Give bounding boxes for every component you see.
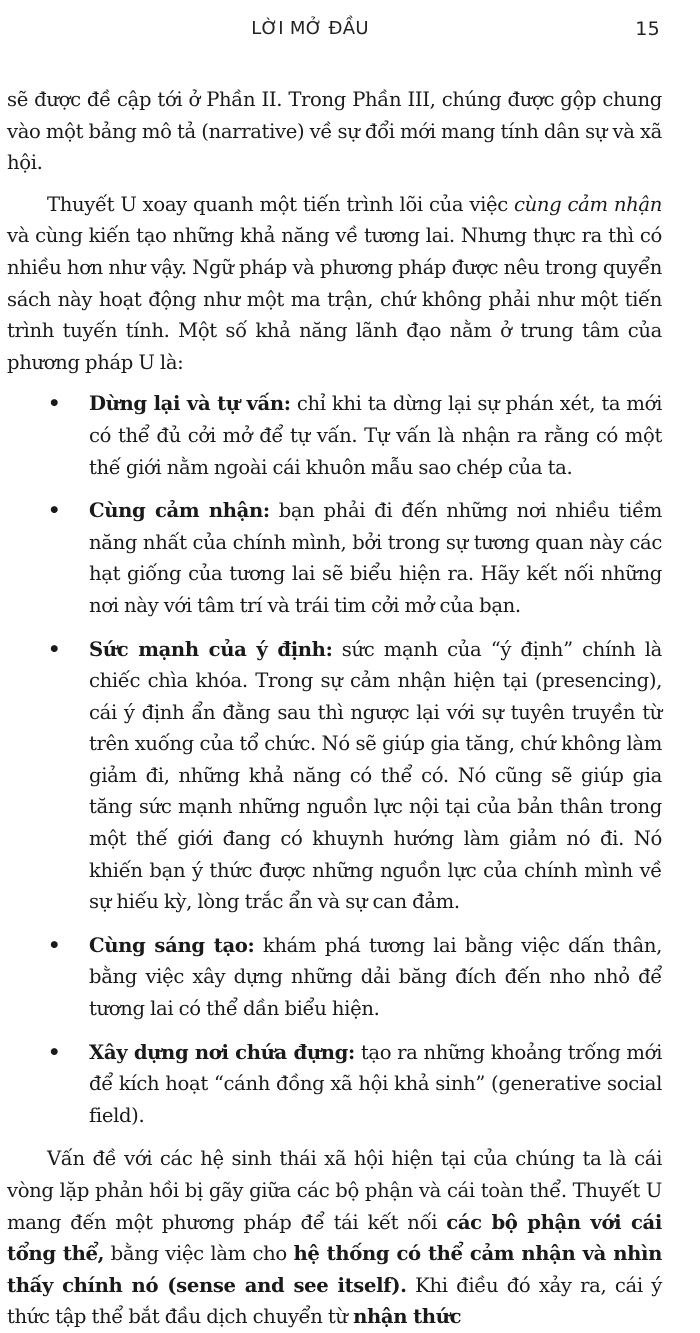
list-item [7,388,662,483]
leadership-capacities-list [7,388,662,1131]
list-item [7,1037,662,1132]
bullet-icon: • [48,637,61,661]
page-number: 15 [635,18,660,40]
list-item-term: Cùng cảm nhận: [89,499,270,523]
list-item-text: khám phá tương lai bằng việc dấn thân, bằng việc xây dựng những dải băng đích đến nho nhỏ để tương lai có thể dần biểu hiện. [89,933,662,1021]
chapter-title: LỜI MỞ ĐẦU [251,18,369,39]
list-item-term: Dừng lại và tự vấn: [89,392,291,416]
bullet-icon: • [48,1040,61,1064]
emphasis-cung-cam-nhan: cùng cảm nhận [514,192,662,216]
list-item [7,634,662,918]
list-item-text: tạo ra những khoảng trống mới để kích hoạt “cánh đồng xã hội khả sinh” (generative social field). [89,1040,662,1127]
list-item-text: sức mạnh của “ý định” chính là chiếc chìa khóa. Trong sự cảm nhận hiện tại (presencing), cái ý định ẩn đằng sau thì ngược lại với sự tuyên truyền từ trên xuống của tổ chức. Nó sẽ giúp gia tăng, chứ không làm giảm đi, những khả năng có thể có. Nó cũng sẽ giúp gia tăng sức mạnh những nguồn lực nội tại của bản thân trong một thế giới đang có khuynh hướng làm giảm nó đi. Nó khiến bạn ý thức được những nguồn lực của chính mình về sự hiếu kỳ, lòng trắc ẩn và sự can đảm. [89,637,662,914]
list-item-term: Sức mạnh của ý định: [89,637,333,661]
list-item-term: Cùng sáng tạo: [89,933,255,957]
paragraph-1: sẽ được đề cập tới ở Phần II. Trong Phần III, chúng được gộp chung vào một bảng mô tả (narrative) về sự đổi mới mang tính dân sự và xã hội. [7,88,662,175]
list-item-term: Xây dựng nơi chứa đựng: [89,1040,355,1064]
list-item [7,930,662,1025]
paragraph-2: Thuyết U xoay quanh một tiến trình lõi của việc cùng cảm nhận và cùng kiến tạo những khả năng về tương lai. Nhưng thực ra thì có nhiều hơn như vậy. Ngữ pháp và phương pháp được nêu trong quyển sách này hoạt động như một ma trận, chứ không phải như một tiến trình tuyến tính. Một số khả năng lãnh đạo nằm ở trung tâm của phương pháp U là: [7,192,662,374]
paragraph-3: Vấn đề với các hệ sinh thái xã hội hiện tại của chúng ta là cái vòng lặp phản hồi bị gãy giữa các bộ phận và cái toàn thể. Thuyết U mang đến một phương pháp để tái kết nối các bộ phận với cái tổng thể, bằng việc làm cho hệ thống có thể cảm nhận và nhìn thấy chính nó (sense and see itself). Khi điều đó xảy ra, cái ý thức tập thể bắt đầu dịch chuyển từ nhận thức [7,1147,662,1329]
bullet-icon: • [48,392,61,416]
bullet-icon: • [48,499,61,523]
list-item [7,495,662,621]
list-item-text: bạn phải đi đến những nơi nhiều tiềm năng nhất của chính mình, bởi trong sự tương quan này các hạt giống của tương lai sẽ biểu hiện ra. Hãy kết nối những nơi này với tâm trí và trái tim cởi mở của bạn. [89,499,662,617]
bullet-icon: • [48,933,61,957]
list-item-text: chỉ khi ta dừng lại sự phán xét, ta mới có thể đủ cởi mở để tự vấn. Tự vấn là nhận ra rằng có một thế giới nằm ngoài cái khuôn mẫu sao chép của ta. [89,392,662,479]
page-body [7,84,662,1333]
